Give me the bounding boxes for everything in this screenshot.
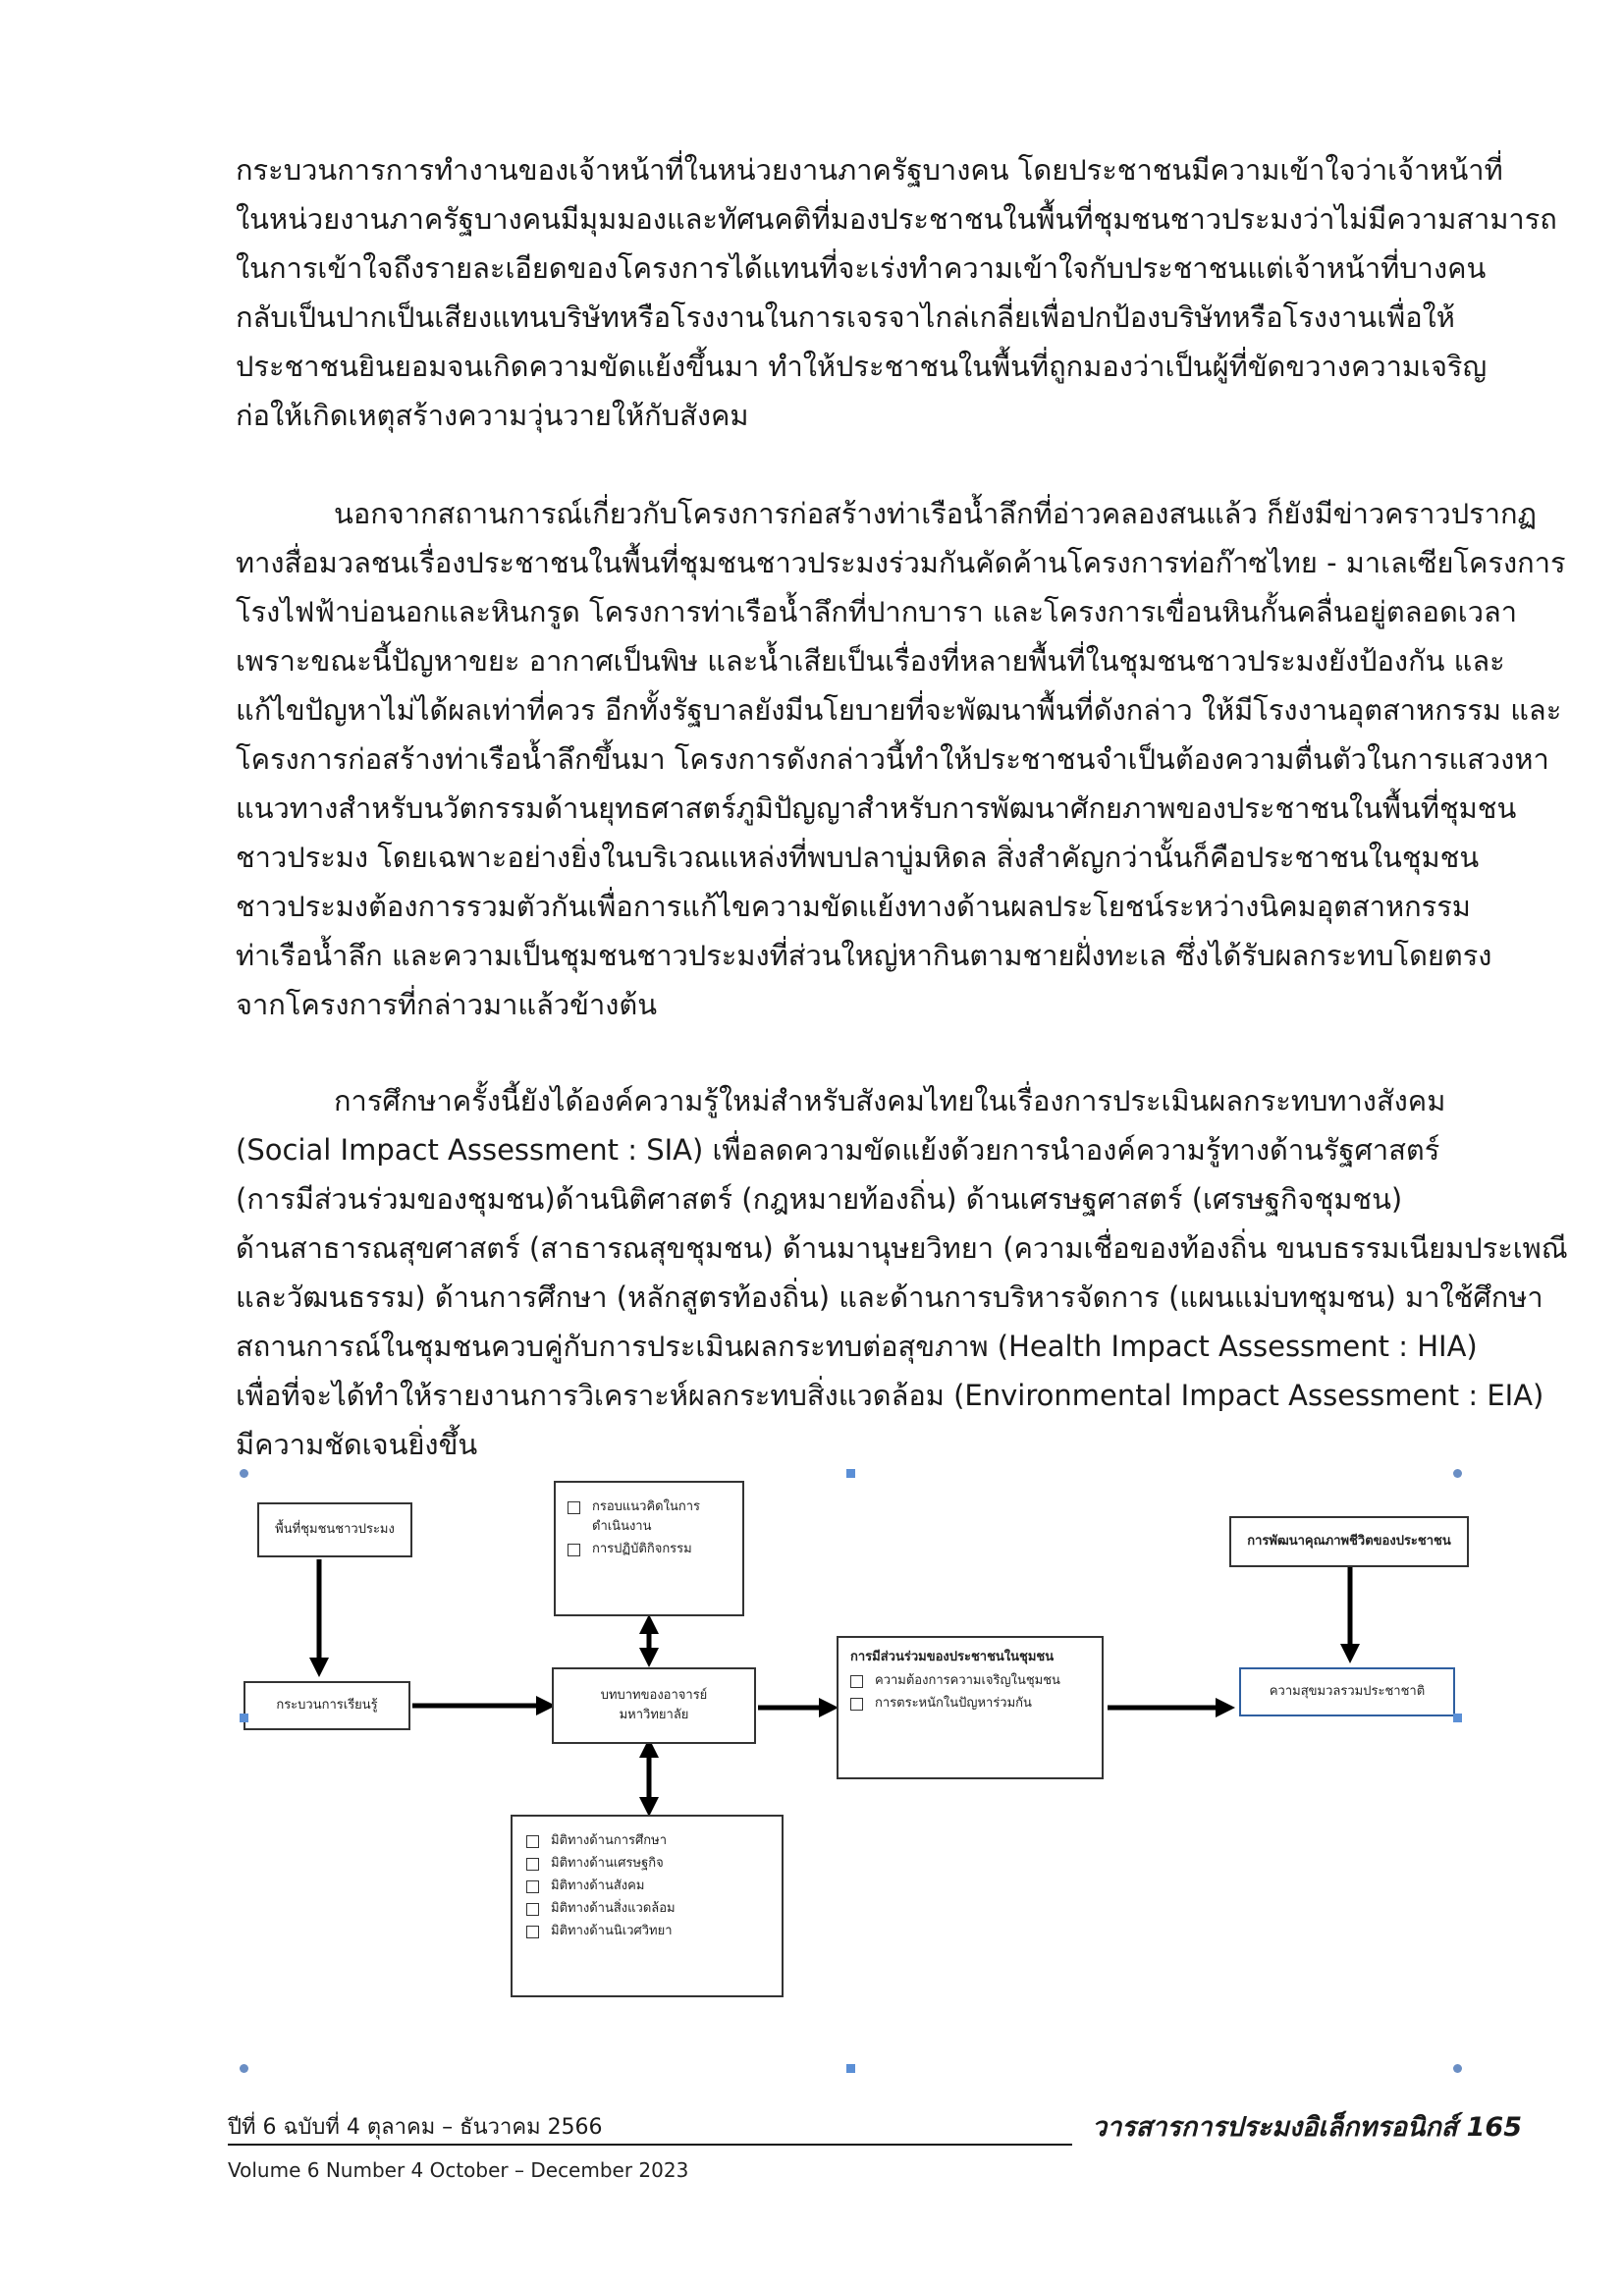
box-label: พื้นที่ชุมชนชาวประมง (275, 1522, 395, 1537)
checklist-label: มิติทางด้านการศึกษา (551, 1833, 668, 1848)
checklist-label: การตระหนักในปัญหาร่วมกัน (875, 1696, 1032, 1711)
checklist-item (526, 1899, 768, 1919)
paragraph-line: แก้ไขปัญหาไม่ได้ผลเท่าที่ควร อีกทั้งรัฐบาลยังมีนโยบายที่จะพัฒนาพื้นที่ดังกล่าว ให้มีโรงงานอุตสาหกรรม และ (236, 693, 1562, 727)
checkbox-icon (526, 1835, 539, 1848)
paragraph-line: ก่อให้เกิดเหตุสร้างความวุ่นวายให้กับสังคม (236, 399, 749, 432)
paragraph-2 (236, 489, 1566, 1029)
box-label: ความสุขมวลรวมประชาชาติ (1269, 1684, 1426, 1699)
quality-of-life-box (1229, 1516, 1469, 1567)
checklist-label: มิติทางด้านสิ่งแวดล้อม (551, 1901, 676, 1916)
paragraph-line: เพราะขณะนี้ปัญหาขยะ อากาศเป็นพิษ และน้ำเสียเป็นเรื่องที่หลายพื้นที่ในชุมชนชาวประมงยังป้องกัน และ (236, 644, 1505, 678)
footer-issue-english: Volume 6 Number 4 October – December 2023 (228, 2158, 689, 2182)
checklist-label: กรอบแนวคิดในการดำเนินงาน (592, 1499, 701, 1534)
selection-handle (846, 2064, 855, 2073)
paragraph-line: ท่าเรือน้ำลึก และความเป็นชุมชนชาวประมงที่ส่วนใหญ่หากินตามชายฝั่งทะเล ซึ่งได้รับผลกระทบโดยตรง (236, 939, 1492, 972)
checkbox-icon (526, 1858, 539, 1871)
checkbox-icon (850, 1698, 863, 1711)
checklist-label: ความต้องการความเจริญในชุมชน (875, 1673, 1060, 1688)
checkbox-icon (568, 1544, 580, 1556)
participation-title: การมีส่วนร่วมของประชาชนในชุมชน (850, 1650, 1055, 1664)
paragraph-1 (236, 145, 1557, 440)
selection-handle (240, 2064, 248, 2073)
paragraph-line: (Social Impact Assessment : SIA) เพื่อลดความขัดแย้งด้วยการนำองค์ความรู้ทางด้านรัฐศาสตร์ (236, 1133, 1440, 1167)
learning-process-box (244, 1681, 410, 1730)
footer-divider (228, 2144, 1072, 2146)
gross-national-happiness-box (1239, 1667, 1455, 1716)
checklist-item (526, 1831, 768, 1851)
checklist-item (568, 1540, 731, 1559)
box-label: การพัฒนาคุณภาพชีวิตของประชาชน (1247, 1534, 1451, 1549)
paragraph-line: (การมีส่วนร่วมของชุมชน)ด้านนิติศาสตร์ (กฎหมายท้องถิ่น) ด้านเศรษฐศาสตร์ (เศรษฐกิจชุมชน) (236, 1182, 1403, 1216)
checklist-label: การปฏิบัติกิจกรรม (592, 1542, 692, 1556)
selection-handle (1453, 1714, 1462, 1722)
journal-title: วารสารการประมงอิเล็กทรอนิกส์ (1091, 2112, 1458, 2143)
checklist-item (526, 1854, 768, 1874)
checklist-item (526, 1877, 768, 1896)
framework-box (554, 1481, 744, 1616)
paragraph-line: ในหน่วยงานภาครัฐบางคนมีมุมมองและทัศนคติที่มองประชาชนในพื้นที่ชุมชนชาวประมงว่าไม่มีความสามารถ (236, 202, 1557, 236)
checklist-item (526, 1922, 768, 1941)
journal-name (1092, 2111, 1522, 2145)
checkbox-icon (526, 1903, 539, 1916)
page-number: 165 (1466, 2112, 1522, 2143)
checklist-label: มิติทางด้านสังคม (551, 1878, 645, 1893)
checklist-label: มิติทางด้านนิเวศวิทยา (551, 1924, 673, 1938)
paragraph-line: การศึกษาครั้งนี้ยังได้องค์ความรู้ใหม่สำหรับสังคมไทยในเรื่องการประเมินผลกระทบทางสังคม (334, 1084, 1446, 1117)
paragraph-line: โครงการก่อสร้างท่าเรือน้ำลึกขึ้นมา โครงการดังกล่าวนี้ทำให้ประชาชนจำเป็นต้องความตื่นตัวในการแสวงหา (236, 742, 1549, 776)
paragraph-line: ทางสื่อมวลชนเรื่องประชาชนในพื้นที่ชุมชนชาวประมงร่วมกันคัดค้านโครงการท่อก๊าซไทย - มาเลเซียโครงการ (236, 546, 1566, 579)
checkbox-icon (568, 1501, 580, 1514)
paragraph-3 (236, 1076, 1568, 1469)
box-label: บทบาทของอาจารย์ (600, 1688, 708, 1703)
paragraph-line: กลับเป็นปากเป็นเสียงแทนบริษัทหรือโรงงานในการเจรจาไกล่เกลี่ยเพื่อปกป้องบริษัทหรือโรงงานเพื่อให้ (236, 300, 1455, 334)
fishing-community-area-box (257, 1502, 412, 1557)
footer-issue-thai: ปีที่ 6 ฉบับที่ 4 ตุลาคม – ธันวาคม 2566 (228, 2115, 603, 2140)
checklist-item (850, 1671, 1090, 1691)
conceptual-framework-diagram (236, 1463, 1481, 2082)
community-participation-box (837, 1636, 1104, 1779)
paragraph-line: ประชาชนยินยอมจนเกิดความขัดแย้งขึ้นมา ทำให้ประชาชนในพื้นที่ถูกมองว่าเป็นผู้ที่ขัดขวางความเจริญ (236, 350, 1488, 383)
checklist-item (568, 1497, 731, 1537)
paragraph-line: แนวทางสำหรับนวัตกรรมด้านยุทธศาสตร์ภูมิปัญญาสำหรับการพัฒนาศักยภาพของประชาชนในพื้นที่ชุมชน (236, 791, 1517, 825)
selection-handle (846, 1469, 855, 1478)
dimensions-box (511, 1815, 784, 1997)
paragraph-line: ชาวประมงต้องการรวมตัวกันเพื่อการแก้ไขความขัดแย้งทางด้านผลประโยชน์ระหว่างนิคมอุตสาหกรรม (236, 890, 1471, 923)
paragraph-line: มีความชัดเจนยิ่งขึ้น (236, 1428, 478, 1461)
checkbox-icon (850, 1675, 863, 1688)
paragraph-line: ชาวประมง โดยเฉพาะอย่างยิ่งในบริเวณแหล่งที่พบปลาบู่มหิดล สิ่งสำคัญกว่านั้นก็คือประชาชนในชุมชน (236, 841, 1480, 874)
box-label: มหาวิทยาลัย (619, 1708, 689, 1722)
paragraph-line: กระบวนการการทำงานของเจ้าหน้าที่ในหน่วยงานภาครัฐบางคน โดยประชาชนมีความเข้าใจว่าเจ้าหน้าที่ (236, 153, 1503, 187)
paragraph-line: นอกจากสถานการณ์เกี่ยวกับโครงการก่อสร้างท่าเรือน้ำลึกที่อ่าวคลองสนแล้ว ก็ยังมีข่าวคราวปรากฏ (334, 497, 1538, 530)
selection-handle (240, 1469, 248, 1478)
paragraph-line: และวัฒนธรรม) ด้านการศึกษา (หลักสูตรท้องถิ่น) และด้านการบริหารจัดการ (แผนแม่บทชุมชน) มาใช้ศึกษา (236, 1280, 1543, 1314)
box-label: กระบวนการเรียนรู้ (276, 1698, 378, 1713)
paragraph-line: ด้านสาธารณสุขศาสตร์ (สาธารณสุขชุมชน) ด้านมานุษยวิทยา (ความเชื่อของท้องถิ่น ขนบธรรมเนียมประเพณี (236, 1231, 1568, 1265)
checklist-item (850, 1694, 1090, 1714)
selection-handle (1453, 2064, 1462, 2073)
checklist-label: มิติทางด้านเศรษฐกิจ (551, 1856, 664, 1871)
paragraph-line: เพื่อที่จะได้ทำให้รายงานการวิเคราะห์ผลกระทบสิ่งแวดล้อม (Environmental Impact Assessment : EIA) (236, 1379, 1544, 1412)
checkbox-icon (526, 1926, 539, 1938)
selection-handle (1453, 1469, 1462, 1478)
checkbox-icon (526, 1880, 539, 1893)
paragraph-line: ในการเข้าใจถึงรายละเอียดของโครงการได้แทนที่จะเร่งทำความเข้าใจกับประชาชนแต่เจ้าหน้าที่บางคน (236, 251, 1487, 285)
paragraph-line: โรงไฟฟ้าบ่อนอกและหินกรูด โครงการท่าเรือน้ำลึกที่ปากบารา และโครงการเขื่อนหินกั้นคลื่นอยู่ตลอดเวลา (236, 595, 1518, 628)
lecturer-role-box (552, 1667, 756, 1744)
paragraph-line: สถานการณ์ในชุมชนควบคู่กับการประเมินผลกระทบต่อสุขภาพ (Health Impact Assessment : HIA) (236, 1330, 1478, 1363)
selection-handle (240, 1714, 248, 1722)
paragraph-line: จากโครงการที่กล่าวมาแล้วข้างต้น (236, 988, 658, 1021)
